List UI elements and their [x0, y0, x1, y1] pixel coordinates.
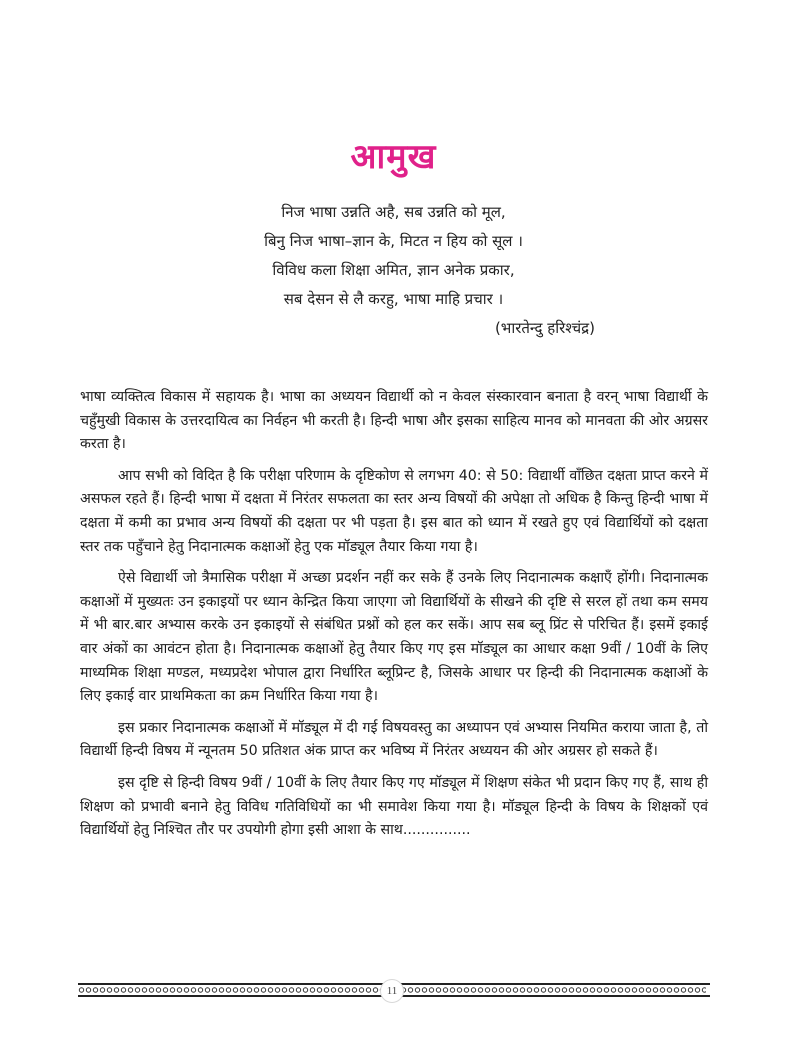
poem-line: बिनु निज भाषा–ज्ञान के, मिटत न हिय को सूल ।	[264, 232, 523, 250]
paragraph: इस दृष्टि से हिन्दी विषय 9वीं / 10वीं के लिए तैयार किए गए मॉड्यूल में शिक्षण संकेत भी प्रदान किए गए हैं, साथ ही शिक्षण को प्रभावी बनाने हेतु विविध गतिविधियों का भी समावेश किया गया है। मॉड्यूल हिन्दी के विषय के शिक्षकों एवं विद्यार्थियों हेतु निश्चित तौर पर उपयोगी होगा इसी आशा के साथ...............	[80, 774, 708, 839]
paragraph: ऐसे विद्यार्थी जो त्रैमासिक परीक्षा में अच्छा प्रदर्शन नहीं कर सके हैं उनके लिए निदानात्मक कक्षाएँ होंगी। निदानात्मक कक्षाओं में मुख्यतः उन इकाइयों पर ध्यान केन्द्रित किया जाएगा जो विद्यार्थियों के सीखने की दृष्टि से सरल हों तथा कम समय में भी बार.बार अभ्यास करके उन इकाइयों से संबंधित प्रश्नों को हल कर सकें। आप सब ब्लू प्रिंट से परिचित हैं। इसमें इकाई वार अंकों का आवंटन होता है। निदानात्मक कक्षाओं हेतु तैयार किए गए इस मॉड्यूल का आधार कक्षा 9वीं / 10वीं के लिए माध्यमिक शिक्षा मण्डल, मध्यप्रदेश भोपाल द्वारा निर्धारित ब्लूप्रिन्ट है, जिसके आधार पर हिन्दी की निदानात्मक कक्षाओं के लिए इकाई वार प्राथमिकता का क्रम निर्धारित किया गया है।	[80, 570, 708, 705]
paragraph: भाषा व्यक्तित्व विकास में सहायक है। भाषा का अध्ययन विद्यार्थी को न केवल संस्कारवान बनाता है वरन् भाषा विद्यार्थी के चहुँमुखी विकास के उत्तरदायित्व का निर्वहन भी करती है। हिन्दी भाषा और इसका साहित्य मानव को मानवता की ओर अग्रसर करता है।	[80, 389, 708, 453]
poem-line: सब देसन से लै करहु, भाषा माहि प्रचार ।	[283, 290, 504, 308]
paragraph: आप सभी को विदित है कि परीक्षा परिणाम के दृष्टिकोण से लगभग 40: से 50: विद्यार्थी वाँछित दक्षता प्राप्त करने में असफल रहते हैं। हिन्दी भाषा में दक्षता में निरंतर सफलता का स्तर अन्य विषयों की अपेक्षा तो अधिक है किन्तु हिन्दी भाषा में दक्षता में कमी का प्रभाव अन्य विषयों की दक्षता पर भी पड़ता है। इस बात को ध्यान में रखते हुए एवं विद्यार्थियों को दक्षता स्तर तक पहुँचाने हेतु निदानात्मक कक्षाओं हेतु एक मॉड्यूल तैयार किया गया है।	[80, 467, 708, 555]
page-number: 11	[380, 979, 404, 1003]
poem-line: विविध कला शिक्षा अमित, ज्ञान अनेक प्रकार,	[272, 261, 515, 279]
page-title: आमुख	[350, 137, 437, 177]
preface-body	[80, 386, 708, 851]
poem-credit: (भारतेन्दु हरिश्चंद्र)	[494, 319, 595, 337]
poem-line: निज भाषा उन्नति अहै, सब उन्नति को मूल,	[281, 203, 506, 221]
poem-block	[0, 198, 787, 343]
paragraph: इस प्रकार निदानात्मक कक्षाओं में मॉड्यूल में दी गई विषयवस्तु का अध्यापन एवं अभ्यास नियमित कराया जाता है, तो विद्यार्थी हिन्दी विषय में न्यूनतम 50 प्रतिशत अंक प्राप्त कर भविष्य में निरंतर अध्ययन की ओर अग्रसर हो सकते हैं।	[80, 719, 708, 760]
